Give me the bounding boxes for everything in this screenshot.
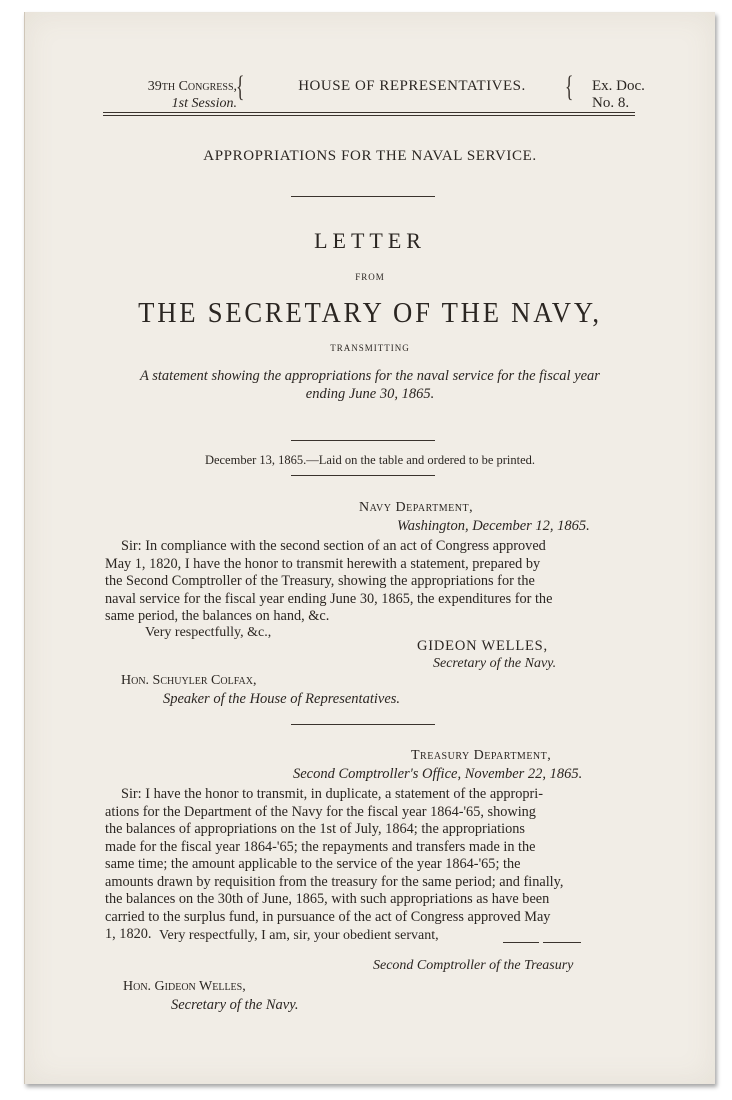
congress-label: 39th Congress, [147, 79, 237, 94]
letter2-line: made for the fiscal year 1864-'65; the repayments and transfers made in the [105, 838, 536, 855]
congress-session-block [87, 78, 237, 112]
letter1-line: Sir: In compliance with the second section of an act of Congress approved [121, 538, 546, 554]
treasury-place-date: Second Comptroller's Office, November 22, 1865. [293, 766, 583, 782]
letter1-line: May 1, 1820, I have the honor to transmit herewith a statement, prepared by [105, 555, 541, 572]
letter-title: LETTER [314, 228, 426, 253]
navy-dept-heading: Navy Department, [359, 500, 474, 515]
divider-4 [291, 724, 435, 725]
order-line: December 13, 1865.—Laid on the table and ordered to be printed. [204, 453, 536, 467]
letter1-line: the Second Comptroller of the Treasury, showing the appropriations for the [105, 573, 535, 589]
session-label: 1st Session. [171, 96, 237, 111]
letter1-body [105, 538, 632, 626]
letter1-signer-title: Secretary of the Navy. [433, 656, 557, 671]
house-heading: HOUSE OF REPRESENTATIVES. [298, 78, 526, 94]
divider-2 [291, 440, 435, 441]
document-page [24, 12, 715, 1084]
divider-3 [291, 475, 435, 476]
treasury-dept-heading: Treasury Department, [411, 748, 552, 763]
letter2-line: same time; the amount applicable to the service of the year 1864-'65; the [105, 856, 521, 872]
letter1-addressee: Hon. Schuyler Colfax, [121, 673, 257, 688]
letter1-closing: Very respectfully, &c., [145, 625, 272, 640]
letter2-addressee-title: Secretary of the Navy. [171, 997, 299, 1013]
letter2-addressee: Hon. Gideon Welles, [123, 979, 246, 994]
letter2-line: Sir: I have the honor to transmit, in duplicate, a statement of the appropri- [121, 786, 544, 802]
doc-number-label: No. 8. [592, 95, 630, 111]
doc-type-label: Ex. Doc. [592, 78, 645, 94]
statement-line-1: A statement showing the appropriations for the naval service for the fiscal year [140, 368, 600, 384]
letter2-line: the balances on the 30th of June, 1865, with such appropriations as have been [105, 891, 550, 907]
header-rule-top [103, 112, 635, 113]
header-rule-bottom [103, 115, 635, 116]
statement-line-2: ending June 30, 1865. [305, 386, 435, 402]
from-label: FROM [355, 272, 385, 282]
secretary-title: THE SECRETARY OF THE NAVY, [138, 297, 602, 329]
letter1-addressee-title: Speaker of the House of Representatives. [163, 691, 401, 707]
letter2-body [105, 786, 632, 944]
letter2-line: ations for the Department of the Navy for the fiscal year 1864-'65, showing [105, 803, 536, 820]
divider-1 [291, 196, 435, 197]
letter1-line: same period, the balances on hand, &c. [105, 608, 330, 624]
letter2-line: amounts drawn by requisition from the treasury for the same period; and finally, [105, 873, 564, 890]
letter2-line: the balances of appropriations on the 1st of July, 1864; the appropriations [105, 821, 525, 837]
letter2-line: 1, 1820. [105, 926, 152, 942]
letter2-line: carried to the surplus fund, in pursuance of the act of Congress approved May [105, 908, 551, 925]
letter1-line: naval service for the fiscal year ending June 30, 1865, the expenditures for the [105, 590, 553, 607]
letter1-signer: GIDEON WELLES, [417, 638, 548, 654]
transmitting-label: TRANSMITTING [330, 343, 410, 353]
navy-place-date: Washington, December 12, 1865. [397, 518, 590, 534]
right-brace: { [564, 70, 574, 103]
signature-blank-1 [503, 942, 539, 943]
subject-heading: APPROPRIATIONS FOR THE NAVAL SERVICE. [203, 148, 537, 164]
letter2-closing: Very respectfully, I am, sir, your obedient servant, [159, 928, 439, 943]
left-brace: { [235, 70, 245, 103]
letter2-signer-title: Second Comptroller of the Treasury [373, 958, 574, 973]
signature-blank-2 [543, 942, 581, 943]
doc-number-block [592, 78, 672, 112]
